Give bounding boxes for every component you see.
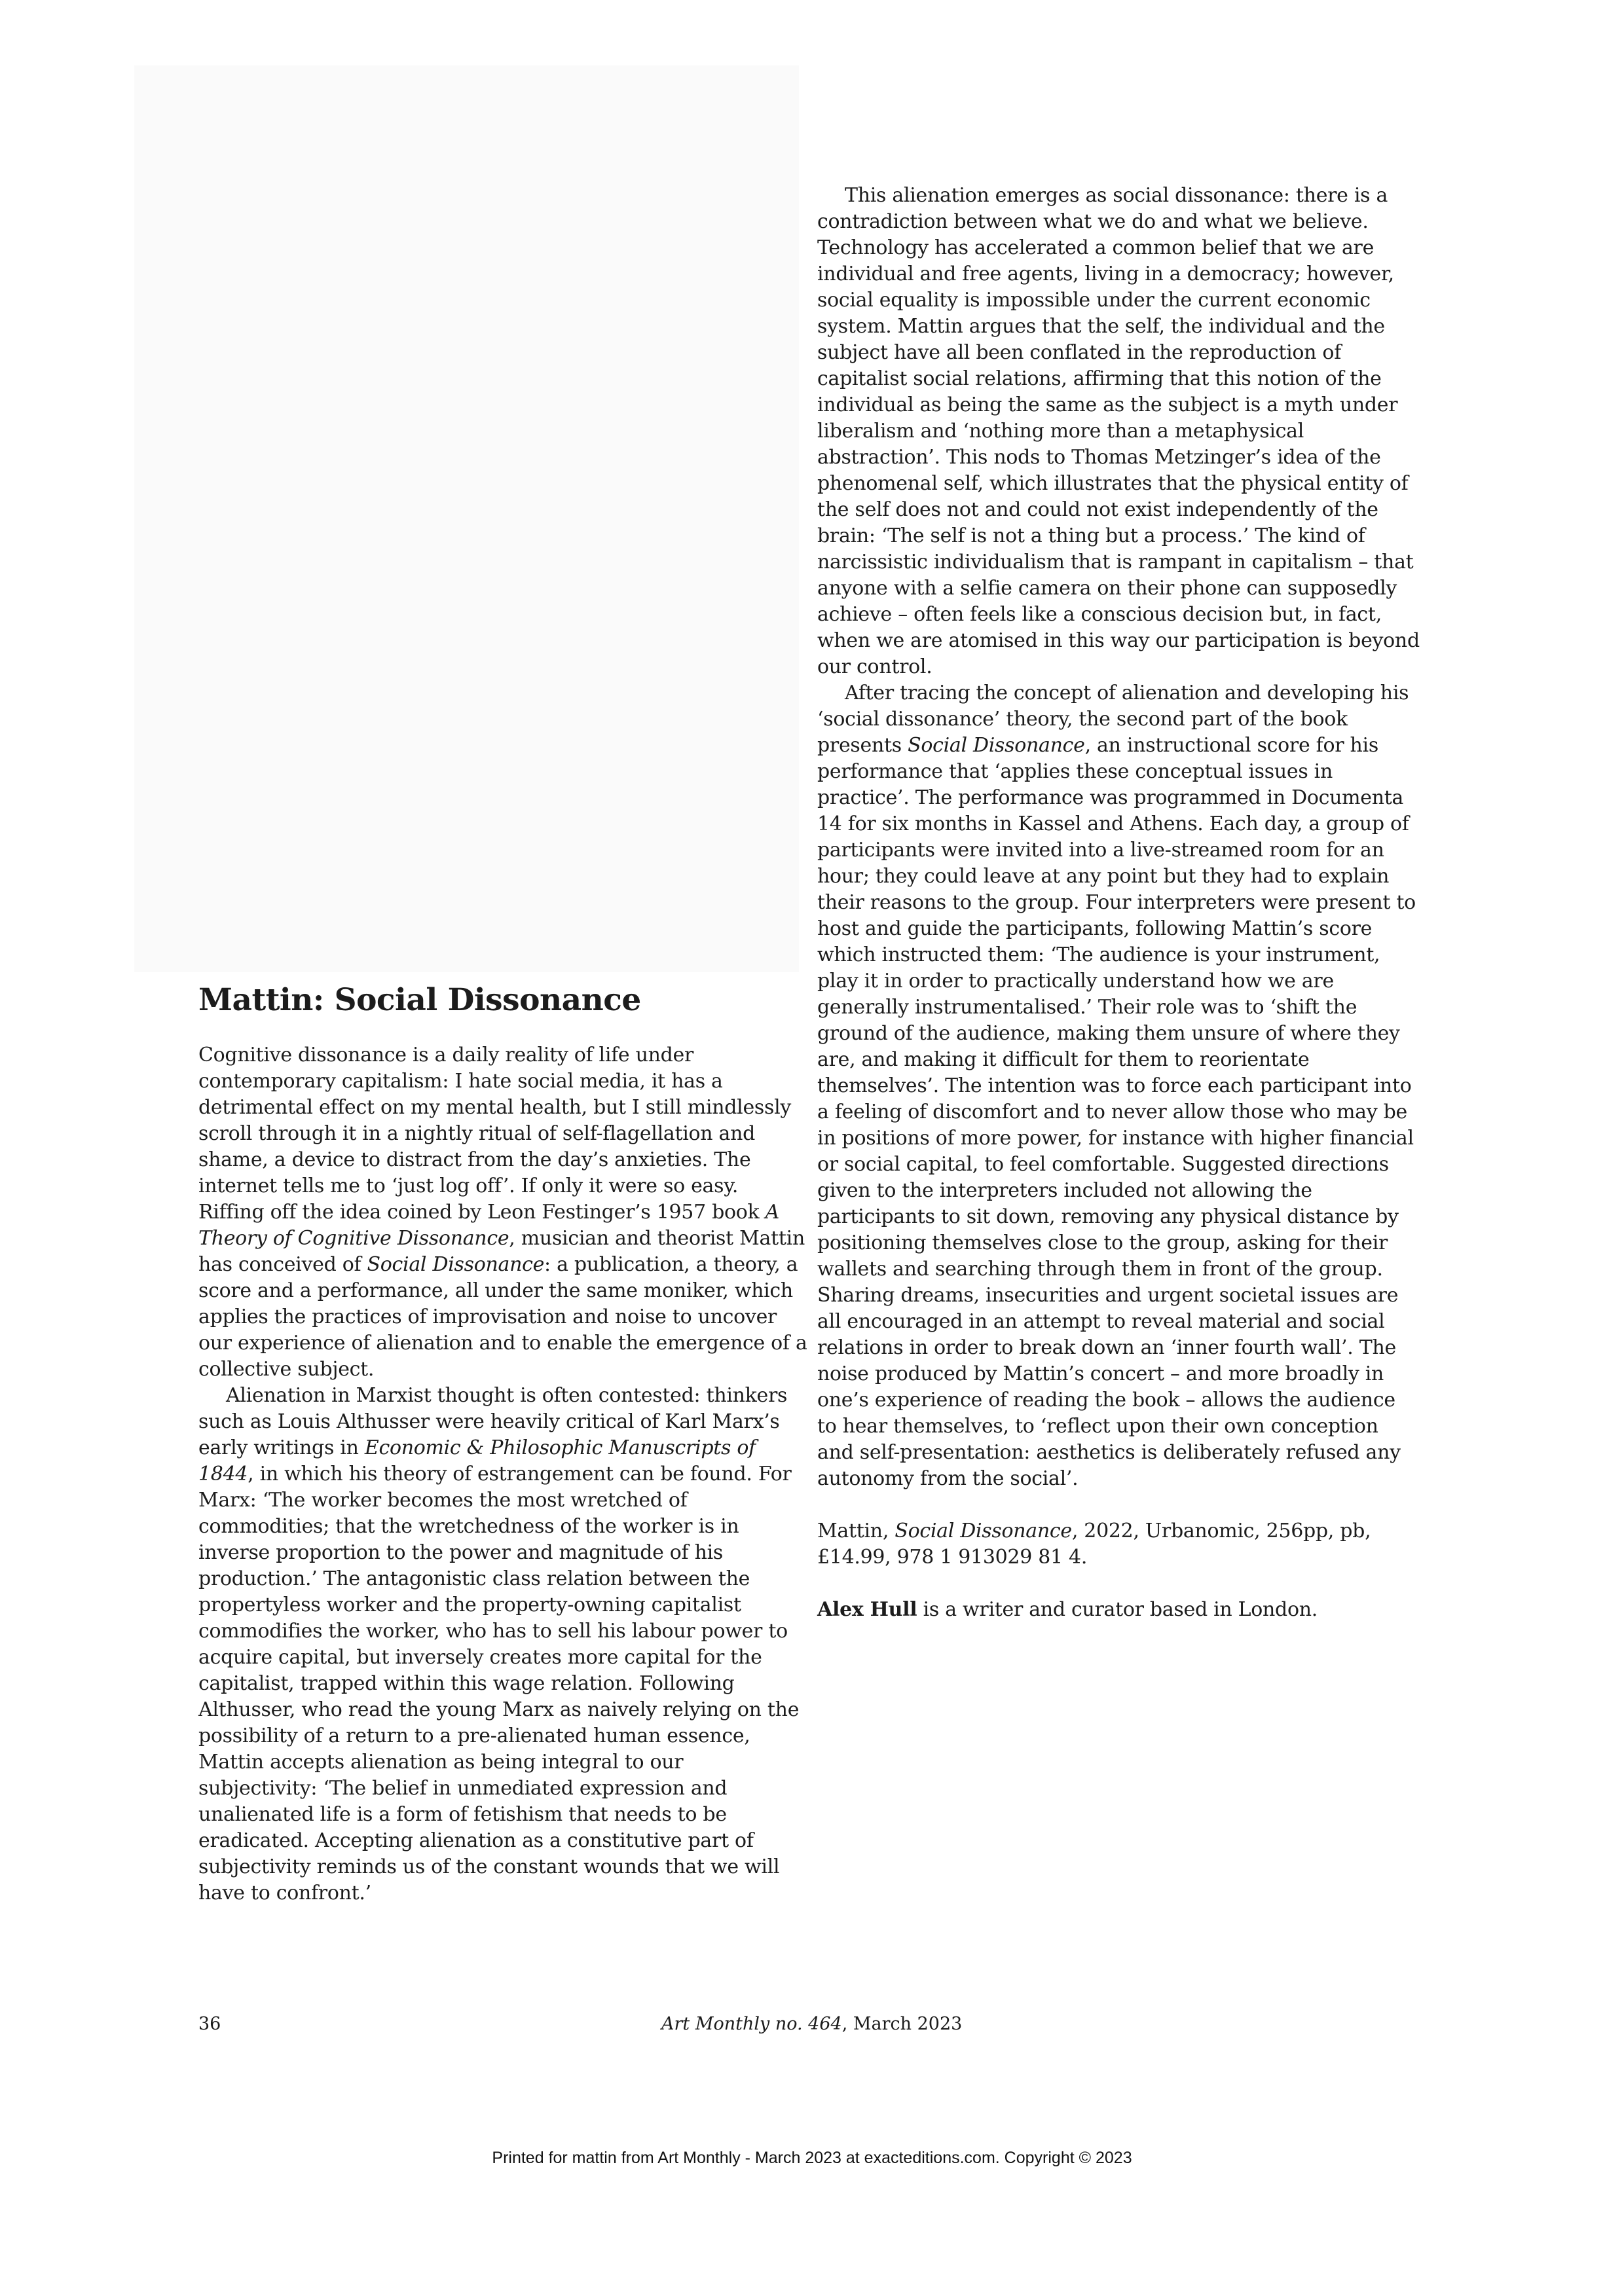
left-text-column: [198, 1042, 807, 1906]
text-run: , in which his theory of estrangement can be found. For Marx: ‘The worker becomes the most wretched of commodities; that the wretchedness of the worker is in inverse proportion to the power and magnitude of his production.’ The antagonistic class relation between the propertyless worker and the property-owning capitalist commodifies the worker, who has to sell his labour power to acquire capital, but inversely creates more capital for the capitalist, trapped within this wage relation. Following Althusser, who read the young Marx as naively relying on the possibility of a return to a pre-alienated human essence, Mattin accepts alienation as being integral to our subjectivity: ‘The belief in unmediated expression and unalienated life is a form of fetishism that needs to be eradicated. Accepting alienation as a constitutive part of subjectivity reminds us of the constant wounds that we will have to confront.’: [198, 1463, 800, 1904]
right-text-column: [817, 183, 1420, 1623]
text-run: is a writer and curator based in London.: [917, 1598, 1318, 1621]
paragraph-alienation: [198, 1383, 807, 1906]
paragraph-performance: [817, 680, 1420, 1492]
text-run: , 2022, Urbanomic, 256pp, pb, £14.99, 978 1 913029 81 4.: [817, 1520, 1371, 1569]
text-run: , musician and theorist Mattin has conceived of: [198, 1227, 805, 1276]
text-run: Mattin,: [817, 1520, 895, 1542]
article-heading: Mattin: Social Dissonance: [198, 982, 641, 1018]
paragraph-intro: [198, 1042, 807, 1383]
text-run: Cognitive dissonance is a daily reality of life under contemporary capitalism: I hate social media, it has a detrimental effect on my mental health, but I still mindlessly scroll through it in a nightly ritual of self-flagellation and shame, a device to distract from the day’s anxieties. The internet tells me to ‘just log off’. If only it were so easy. Riffing off the idea coined by Leon Festinger’s 1957 book: [198, 1044, 792, 1224]
printed-notice: Printed for mattin from Art Monthly - March 2023 at exacteditions.com. Copyright © 2023: [492, 2149, 1132, 2167]
magazine-credit: [661, 2013, 962, 2035]
text-run: This alienation emerges as social dissonance: there is a contradiction between what we do and what we believe. Technology has accelerated a common belief that we are individual and free agents, living in a democracy; however, social equality is impossible under the current economic system. Mattin argues that the self, the individual and the subject have all been conflated in the reproduction of capitalist social relations, affirming that this notion of the individual as being the same as the subject is a myth under liberalism and ‘nothing more than a metaphysical abstraction’. This nods to Thomas Metzinger’s idea of the phenomenal self, which illustrates that the physical entity of the self does not and could not exist independently of the brain: ‘The self is not a thing but a process.’ The kind of narcissistic individualism that is rampant in capitalism – that anyone with a selfie camera on their phone can supposedly achieve – often feels like a conscious decision but, in fact, when we are atomised in this way our participation is beyond our control.: [817, 184, 1420, 678]
italic-run: Social Dissonance: [895, 1520, 1072, 1542]
image-placeholder-area: [134, 65, 799, 972]
bold-run: Alex Hull: [817, 1598, 917, 1621]
paragraph-social-dissonance: [817, 183, 1420, 680]
text-run: After tracing the concept of alienation and developing his ‘social dissonance’ theory, the second part of the book presents: [817, 682, 1409, 757]
text-run: , an instructional score for his performance that ‘applies these conceptual issues in practice’. The performance was programmed in Documenta 14 for six months in Kassel and Athens. Each day, a group of participants were invited into a live-streamed room for an hour; they could leave at any point but they had to explain their reasons to the group. Four interpreters were present to host and guide the participants, following Mattin’s score which instructed them: ‘The audience is your instrument, play it in order to practically understand how we are generally instrumentalised.’ Their role was to ‘shift the ground of the audience, making them unsure of where they are, and making it difficult for them to reorientate themselves’. The intention was to force each participant into a feeling of discomfort and to never allow those who may be in positions of more power, for instance with higher financial or social capital, to feel comfortable. Suggested directions given to the interpreters included not allowing the participants to sit down, removing any physical distance by positioning themselves close to the group, asking for their wallets and searching through them in front of the group. Sharing dreams, insecurities and urgent societal issues are all encouraged in an attempt to reveal material and social relations in order to break down an ‘inner fourth wall’. The noise produced by Mattin’s concert – and more broadly in one’s experience of reading the book – allows the audience to hear themselves, to ‘reflect upon their own conception and self-presentation: aesthetics is deliberately refused any autonomy from the social’.: [817, 734, 1416, 1490]
italic-run: Social Dissonance: [908, 734, 1085, 757]
page-number: 36: [198, 2014, 221, 2034]
text-run: , March 2023: [841, 2014, 963, 2034]
italic-run: A Theory of Cognitive Dissonance: [198, 1201, 780, 1250]
text-run: Alienation in Marxist thought is often contested: thinkers such as Louis Althusser were heavily critical of Karl Marx’s early writings in: [198, 1384, 788, 1459]
italic-run: Social Dissonance: [367, 1253, 545, 1276]
author-bio: [817, 1597, 1420, 1623]
book-details: [817, 1518, 1420, 1571]
text-run: : a publication, a theory, a score and a performance, all under the same moniker, which applies the practices of improvisation and noise to uncover our experience of alienation and to enable the emergence of a collective subject.: [198, 1253, 807, 1381]
italic-run: Art Monthly no. 464: [661, 2014, 842, 2034]
italic-run: Economic & Philosophic Manuscripts of 1844: [198, 1436, 756, 1485]
